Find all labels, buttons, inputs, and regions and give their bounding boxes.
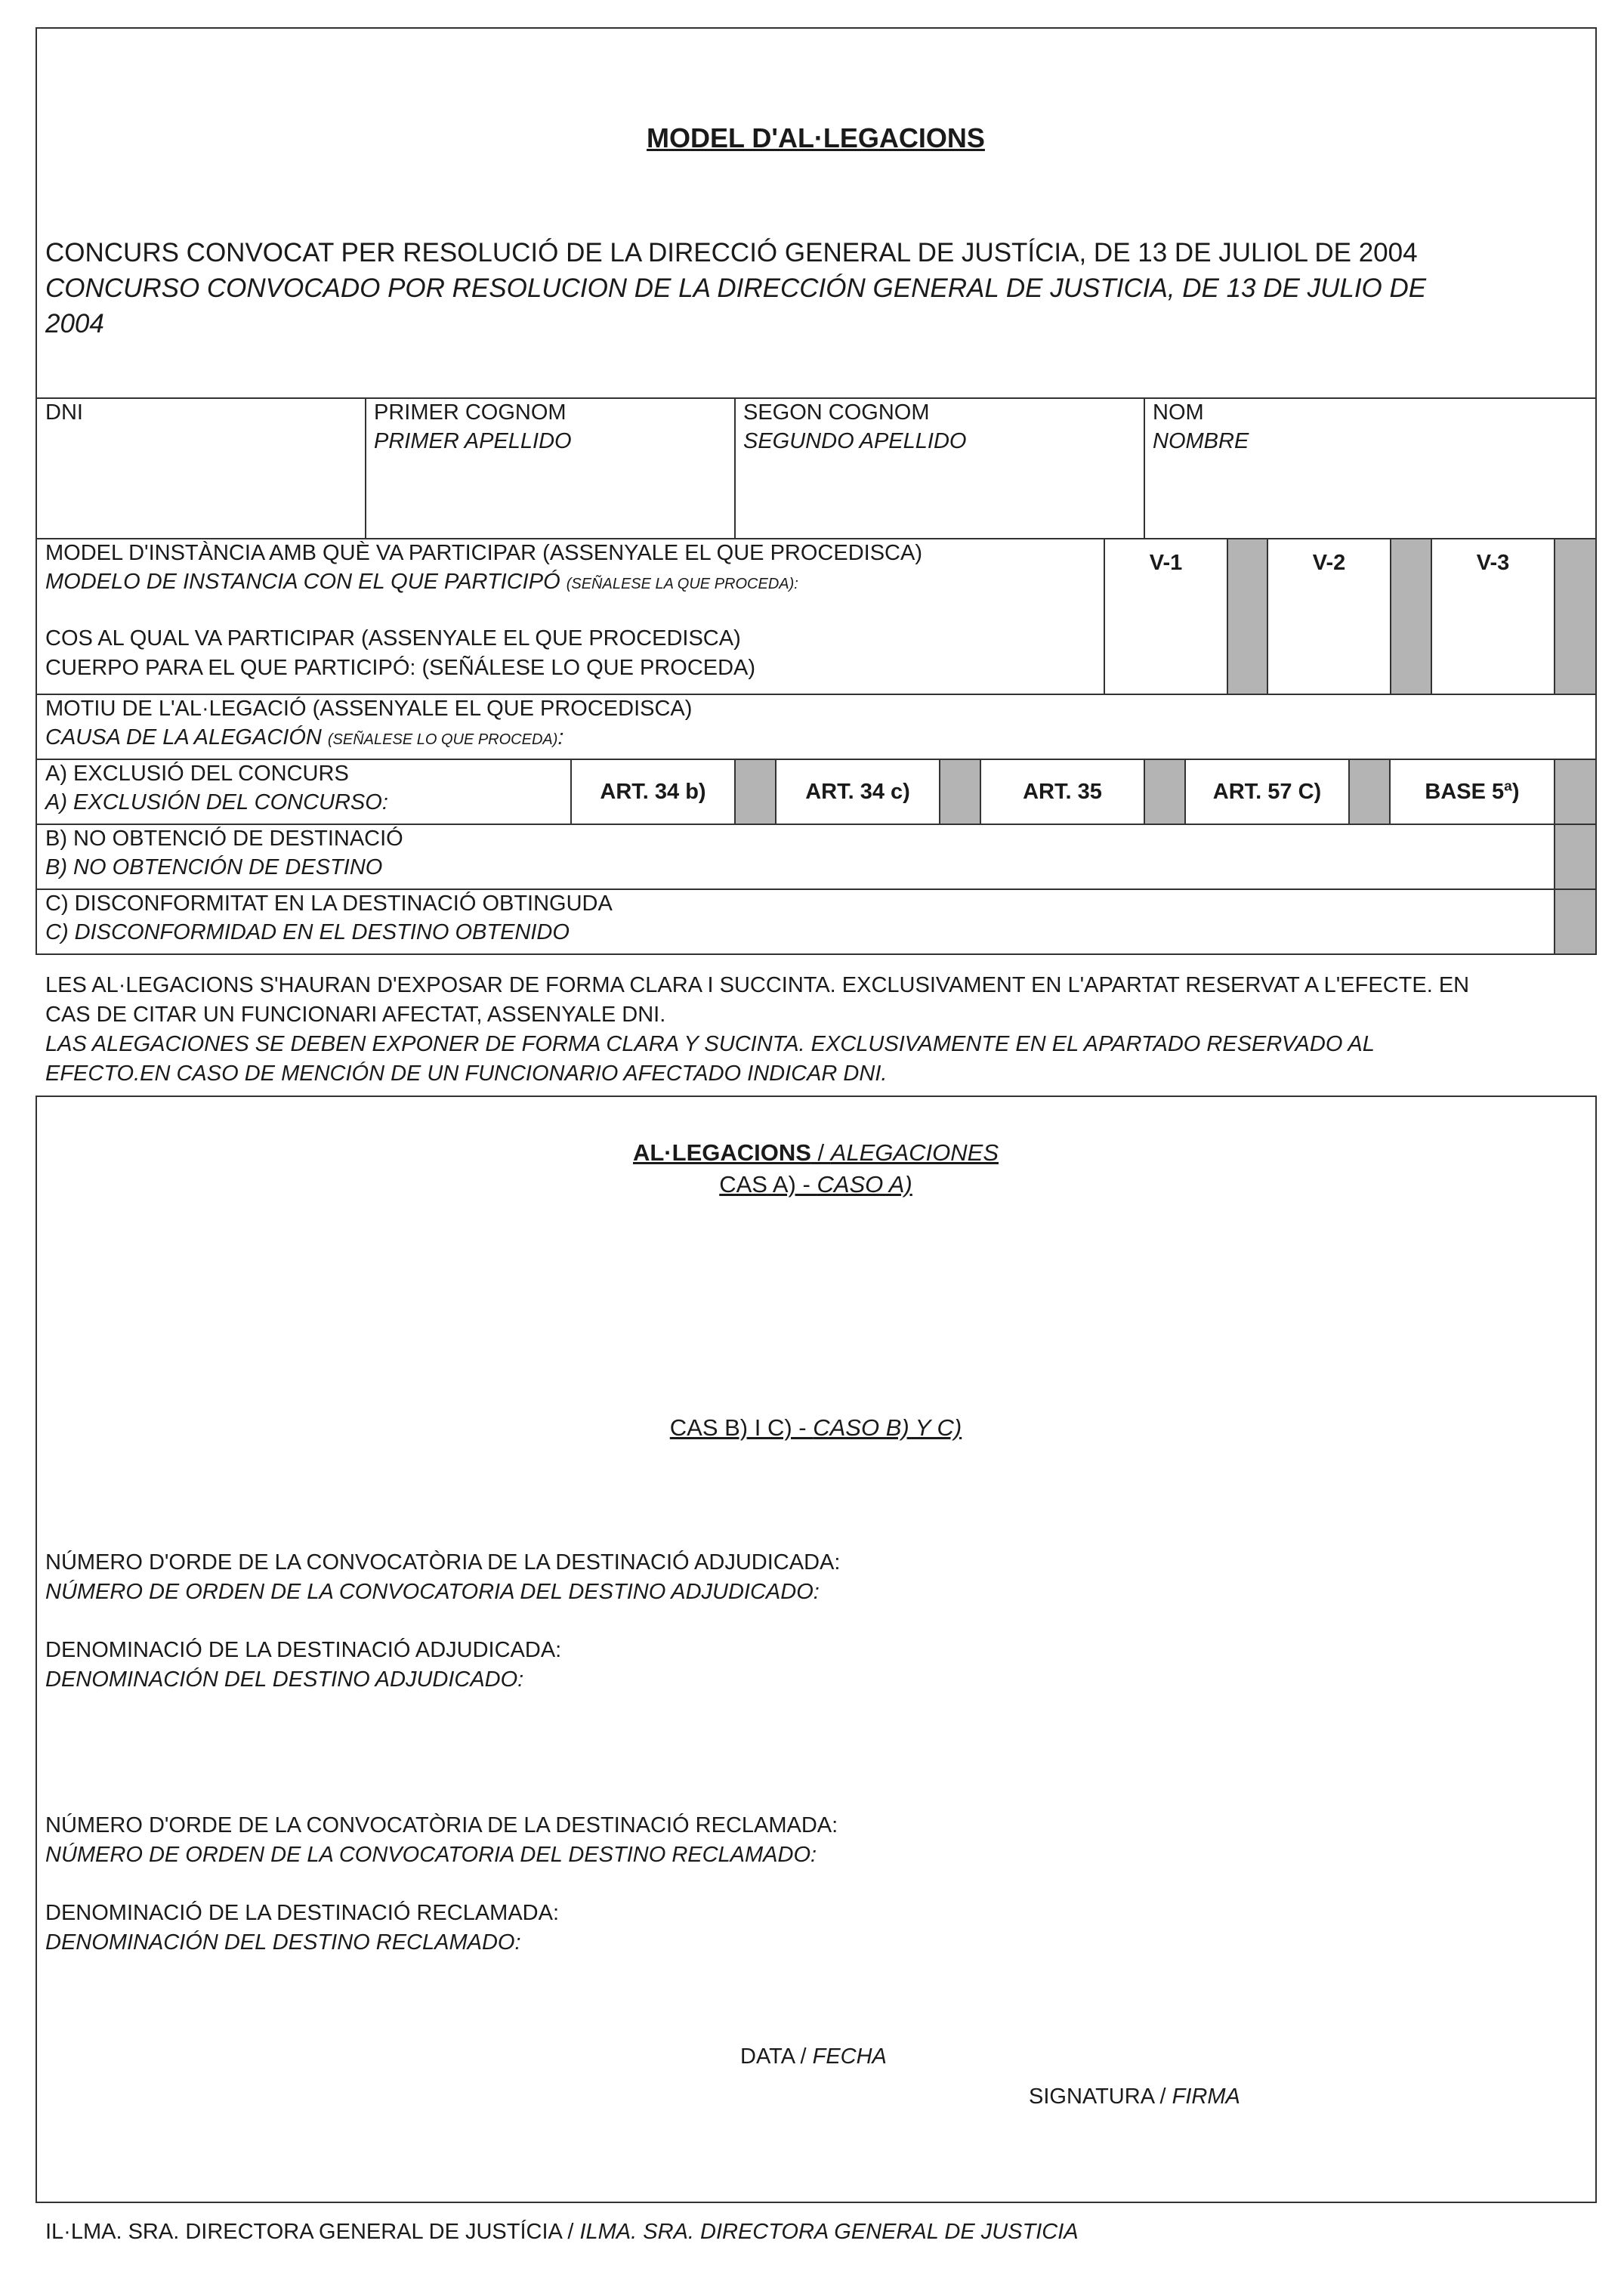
- case-a-heading: [0, 1170, 1624, 1200]
- motiu-es: [45, 724, 563, 753]
- base5-checkbox[interactable]: [1555, 760, 1595, 824]
- divider: [1144, 397, 1145, 539]
- model-instancia-ca: MODEL D'INSTÀNCIA AMB QUÈ VA PARTICIPAR (ASSENYALE EL QUE PROCEDISCA): [45, 541, 922, 565]
- case-a-es: CASO A): [817, 1171, 912, 1198]
- v1-checkbox[interactable]: [1228, 539, 1267, 694]
- allegacions-title-sep: /: [810, 1139, 831, 1166]
- cuerpo-es: CUERPO PARA EL QUE PARTICIPÓ: (SEÑÁLESE LO QUE PROCEDA): [45, 656, 756, 680]
- disconformidad-es: C) DISCONFORMIDAD EN EL DESTINO OBTENIDO: [45, 920, 570, 944]
- nombre-label: NOMBRE: [1153, 429, 1249, 453]
- nom-label[interactable]: NOM: [1153, 400, 1204, 425]
- den-reclamada-ca: DENOMINACIÓ DE LA DESTINACIÓ RECLAMADA:: [45, 1901, 560, 1925]
- v3-checkbox[interactable]: [1555, 539, 1595, 694]
- option-v1: V-1: [1149, 551, 1183, 575]
- signature-field-label[interactable]: [1029, 2083, 1240, 2112]
- no-obtencio-ca: B) NO OBTENCIÓ DE DESTINACIÓ: [45, 827, 403, 851]
- concurs-ca: CONCURS CONVOCAT PER RESOLUCIÓ DE LA DIRECCIÓ GENERAL DE JUSTÍCIA, DE 13 DE JULIOL DE 2004: [45, 238, 1418, 267]
- exclusion-es: A) EXCLUSIÓN DEL CONCURSO:: [45, 790, 388, 814]
- footer-es: ILMA. SRA. DIRECTORA GENERAL DE JUSTICIA: [579, 2220, 1079, 2244]
- form-title: MODEL D'AL·LEGACIONS: [647, 122, 985, 153]
- disconformitat-ca: C) DISCONFORMITAT EN LA DESTINACIÓ OBTINGUDA: [45, 892, 613, 916]
- divider: [734, 397, 736, 539]
- segon-cognom-label[interactable]: SEGON COGNOM: [743, 400, 930, 425]
- case-bc-ca: CAS B) I C) -: [669, 1414, 814, 1441]
- den-adjudicado-es: DENOMINACIÓN DEL DESTINO ADJUDICADO:: [45, 1667, 524, 1692]
- model-instancia-es-text: MODELO DE INSTANCIA CON EL QUE PARTICIPÓ: [45, 570, 560, 594]
- case-a-ca: CAS A) -: [719, 1171, 817, 1198]
- concurs-es-line1: CONCURSO CONVOCADO POR RESOLUCION DE LA DIRECCIÓN GENERAL DE JUSTICIA, DE 13 DE JULIO DE: [45, 274, 1427, 303]
- cos-ca: COS AL QUAL VA PARTICIPAR (ASSENYALE EL QUE PROCEDISCA): [45, 626, 741, 651]
- option-art35: ART. 35: [1023, 780, 1102, 804]
- exclusio-ca: A) EXCLUSIÓ DEL CONCURS: [45, 762, 349, 786]
- den-adjudicada-ca: DENOMINACIÓ DE LA DESTINACIÓ ADJUDICADA:: [45, 1638, 562, 1662]
- option-art57c: ART. 57 C): [1212, 780, 1322, 804]
- art57c-checkbox[interactable]: [1350, 760, 1389, 824]
- footer-addressee: [45, 2218, 1079, 2247]
- case-bc-es: CASO B) Y C): [813, 1414, 962, 1441]
- allegacions-title-es: ALEGACIONES: [830, 1139, 999, 1166]
- date-label-ca: DATA /: [740, 2044, 813, 2069]
- model-instancia-es-note: (SEÑALESE LA QUE PROCEDA):: [566, 576, 798, 592]
- option-v2: V-2: [1312, 551, 1346, 575]
- no-obtencio-checkbox[interactable]: [1555, 825, 1595, 888]
- v2-checkbox[interactable]: [1391, 539, 1431, 694]
- num-adjudicado-es: NÚMERO DE ORDEN DE LA CONVOCATORIA DEL DESTINO ADJUDICADO:: [45, 1580, 820, 1604]
- segundo-apellido-label: SEGUNDO APELLIDO: [743, 429, 967, 453]
- motiu-ca: MOTIU DE L'AL·LEGACIÓ (ASSENYALE EL QUE PROCEDISCA): [45, 697, 693, 721]
- art34b-checkbox[interactable]: [736, 760, 775, 824]
- primer-apellido-label: PRIMER APELLIDO: [374, 429, 572, 453]
- motiu-es-text: CAUSA DE LA ALEGACIÓN: [45, 725, 322, 749]
- den-reclamado-es: DENOMINACIÓN DEL DESTINO RECLAMADO:: [45, 1930, 521, 1955]
- date-field-label[interactable]: [740, 2043, 887, 2072]
- option-art34c: ART. 34 c): [805, 780, 910, 804]
- primer-cognom-label[interactable]: PRIMER COGNOM: [374, 400, 567, 425]
- footer-ca: IL·LMA. SRA. DIRECTORA GENERAL DE JUSTÍCIA /: [45, 2220, 580, 2244]
- dni-field-label[interactable]: DNI: [45, 400, 83, 425]
- date-label-es: FECHA: [812, 2044, 887, 2069]
- disconformitat-checkbox[interactable]: [1555, 890, 1595, 953]
- art34c-checkbox[interactable]: [940, 760, 980, 824]
- instructions-ca-line1: LES AL·LEGACIONS S'HAURAN D'EXPOSAR DE FORMA CLARA I SUCCINTA. EXCLUSIVAMENT EN L'APARTAT RESERVAT A L'EFECTE. EN: [45, 973, 1470, 997]
- allegacions-title: [0, 1138, 1624, 1168]
- art35-checkbox[interactable]: [1145, 760, 1184, 824]
- concurs-es-line2: 2004: [45, 309, 104, 338]
- option-base5: BASE 5ª): [1425, 780, 1520, 804]
- instructions-es-line2: EFECTO.EN CASO DE MENCIÓN DE UN FUNCIONARIO AFECTADO INDICAR DNI.: [45, 1062, 888, 1086]
- header-box: [36, 27, 1597, 399]
- option-art34b: ART. 34 b): [600, 780, 706, 804]
- instructions-ca-line2: CAS DE CITAR UN FUNCIONARI AFECTAT, ASSENYALE DNI.: [45, 1003, 666, 1027]
- allegacions-title-ca: AL·LEGACIONS: [632, 1139, 811, 1166]
- num-reclamada-ca: NÚMERO D'ORDE DE LA CONVOCATÒRIA DE LA DESTINACIÓ RECLAMADA:: [45, 1813, 838, 1837]
- case-bc-heading: [0, 1413, 1624, 1443]
- motiu-es-colon: :: [557, 725, 564, 749]
- sign-label-ca: SIGNATURA /: [1029, 2084, 1172, 2109]
- divider: [365, 397, 366, 539]
- num-reclamado-es: NÚMERO DE ORDEN DE LA CONVOCATORIA DEL DESTINO RECLAMADO:: [45, 1843, 817, 1867]
- motiu-es-note: (SEÑALESE LO QUE PROCEDA): [327, 731, 558, 748]
- model-instancia-es: [45, 568, 798, 597]
- instructions-es-line1: LAS ALEGACIONES SE DEBEN EXPONER DE FORMA CLARA Y SUCINTA. EXCLUSIVAMENTE EN EL APARTADO RESERVADO AL: [45, 1032, 1375, 1056]
- no-obtencion-es: B) NO OBTENCIÓN DE DESTINO: [45, 855, 383, 879]
- sign-label-es: FIRMA: [1172, 2084, 1240, 2109]
- option-v3: V-3: [1476, 551, 1510, 575]
- num-adjudicada-ca: NÚMERO D'ORDE DE LA CONVOCATÒRIA DE LA DESTINACIÓ ADJUDICADA:: [45, 1550, 841, 1575]
